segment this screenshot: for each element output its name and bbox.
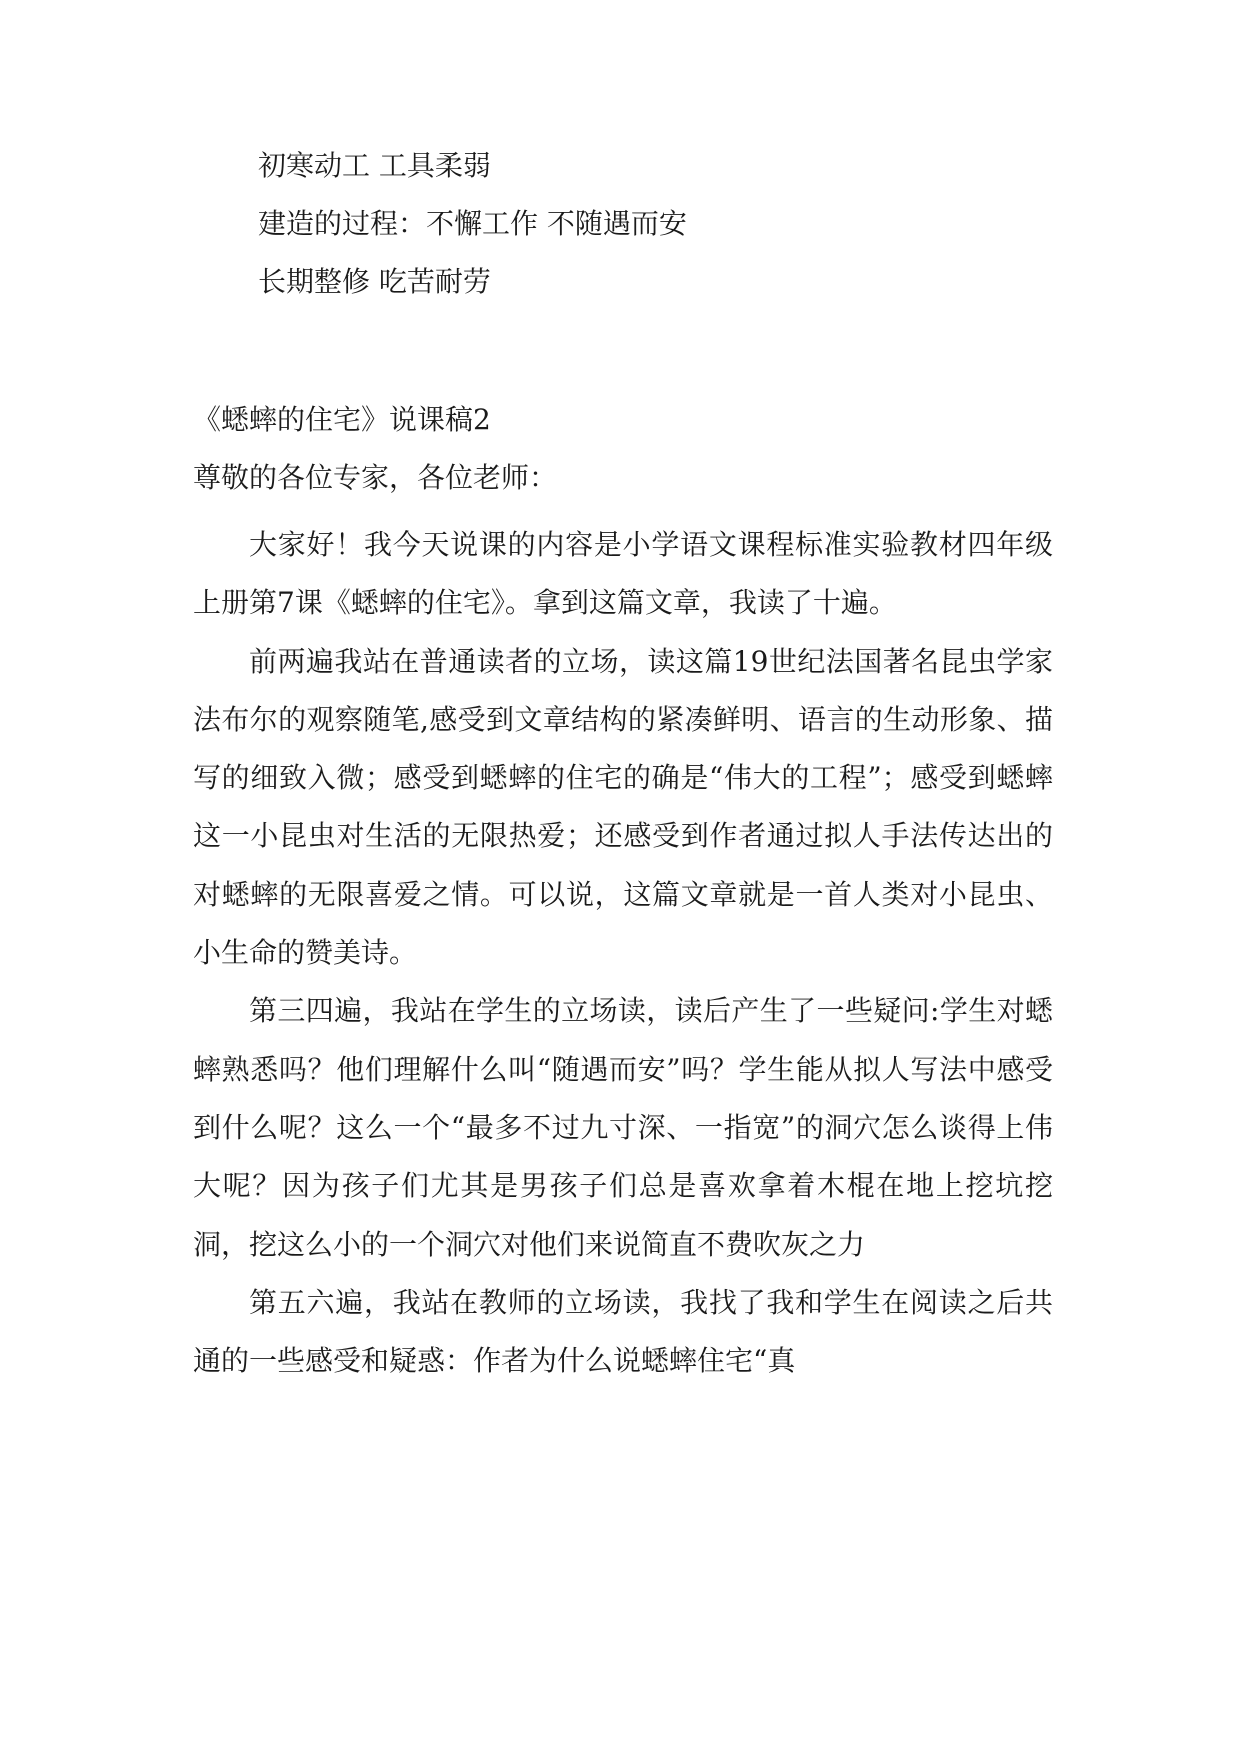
outline-line-2: 建造的过程：不懈工作 不随遇而安 [258, 207, 687, 240]
paragraph-2: 前两遍我站在普通读者的立场，读这篇19世纪法国著名昆虫学家法布尔的观察随笔,感受到文章结构的紧凑鲜明、语言的生动形象、描写的细致入微；感受到蟋蟀的住宅的确是“伟大的工程”；感受到蟋蟀这一小昆虫对生活的无限热爱；还感受到作者通过拟人手法传达出的对蟋蟀的无限喜爱之情。可以说，这篇文章就是一首人类对小昆虫、小生命的赞美诗。 [193, 644, 1053, 970]
outline-line-3: 长期整修 吃苦耐劳 [258, 265, 491, 298]
body-text [193, 516, 1053, 1390]
paragraph-4: 第五六遍，我站在教师的立场读，我找了我和学生在阅读之后共通的一些感受和疑惑：作者为什么说蟋蟀住宅“真 [193, 1285, 1053, 1378]
outline-line-1: 初寒动工 工具柔弱 [258, 149, 491, 182]
paragraph-1: 大家好！我今天说课的内容是小学语文课程标准实验教材四年级上册第7课《蟋蟀的住宅》。拿到这篇文章，我读了十遍。 [193, 528, 1053, 620]
paragraph-3: 第三四遍，我站在学生的立场读，读后产生了一些疑问:学生对蟋蟀熟悉吗？他们理解什么叫“随遇而安”吗？学生能从拟人写法中感受到什么呢？这么一个“最多不过九寸深、一指宽”的洞穴怎么谈得上伟大呢？因为孩子们尤其是男孩子们总是喜欢拿着木棍在地上挖坑挖洞，挖这么小的一个洞穴对他们来说简直不费吹灰之力 [193, 994, 1053, 1261]
document-title: 《蟋蟀的住宅》说课稿2 [193, 403, 491, 436]
greeting: 尊敬的各位专家，各位老师： [193, 461, 558, 494]
